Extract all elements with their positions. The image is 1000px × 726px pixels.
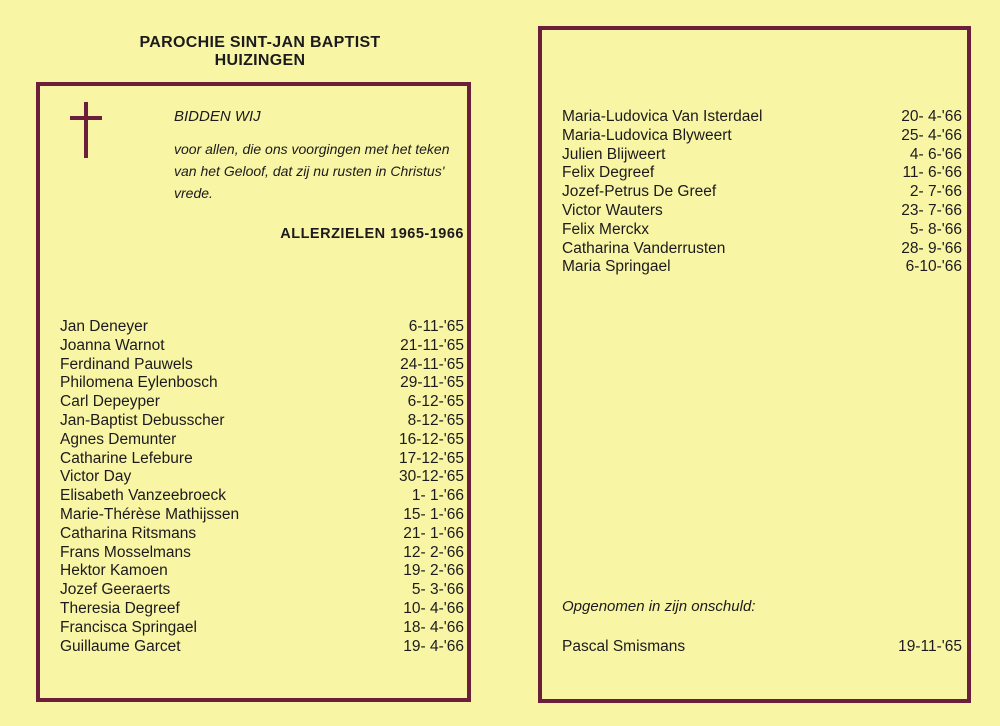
entry-name: Maria-Ludovica Blyweert — [562, 126, 732, 144]
entry-date: 6-11-'65 — [408, 318, 464, 335]
entry-name: Maria Springael — [562, 258, 671, 276]
entry-name: Victor Day — [60, 468, 132, 486]
entry-name: Julien Blijweert — [562, 145, 666, 163]
list-item — [60, 581, 464, 600]
entry-date: 29-11-'65 — [400, 374, 464, 392]
prayer-text: voor allen, die ons voorgingen met het teken van het Geloof, dat zij nu rusten in Christus' vrede. — [174, 141, 450, 201]
entry-date: 19- 2-'66 — [403, 562, 464, 580]
entry-date: 28- 9-'66 — [901, 239, 962, 257]
entry-name: Jan-Baptist Debusscher — [60, 411, 225, 429]
list-item — [60, 412, 464, 431]
list-item — [60, 544, 464, 563]
entry-date: 4- 6-'66 — [909, 145, 962, 163]
entry-date: 21-11-'65 — [400, 336, 464, 354]
list-item — [562, 202, 962, 221]
entry-date: 5- 8-'66 — [909, 220, 962, 238]
list-item — [60, 393, 464, 412]
cross-icon — [70, 102, 102, 158]
entry-date: 6-12-'65 — [407, 393, 464, 411]
entry-name: Felix Merckx — [562, 220, 649, 238]
entry-date: 17-12-'65 — [398, 449, 464, 467]
entry-date: 1- 1-'66 — [411, 487, 464, 505]
list-item — [60, 619, 464, 638]
entry-name: Catharine Lefebure — [60, 449, 193, 467]
entry-name: Agnes Demunter — [60, 430, 177, 448]
list-item — [60, 487, 464, 506]
entry-name: Philomena Eylenbosch — [60, 374, 218, 392]
list-item — [60, 337, 464, 356]
list-item — [562, 164, 962, 183]
entry-name: Carl Depeyper — [60, 393, 160, 411]
entry-date: 10- 4-'66 — [403, 599, 464, 617]
entry-date: 15- 1-'66 — [403, 505, 464, 523]
allerzielen-heading: ALLERZIELEN 1965-1966 — [280, 226, 464, 242]
entry-date: 11- 6-'66 — [902, 164, 962, 182]
innocence-entry — [562, 638, 962, 656]
list-item — [60, 450, 464, 469]
entry-date: 25- 4-'66 — [901, 126, 962, 144]
list-item — [60, 318, 464, 337]
deceased-list-left — [60, 318, 464, 656]
entry-name: Elisabeth Vanzeebroeck — [60, 487, 227, 505]
list-item — [562, 108, 962, 127]
list-item — [562, 221, 962, 240]
entry-name: Francisca Springael — [60, 618, 197, 636]
list-item — [60, 374, 464, 393]
list-item — [562, 183, 962, 202]
prayer-title: BIDDEN WIJ — [174, 108, 261, 125]
entry-date: 23- 7-'66 — [901, 201, 962, 219]
entry-date: 8-12-'65 — [407, 411, 464, 429]
page-header — [60, 34, 460, 70]
entry-name: Frans Mosselmans — [60, 543, 191, 561]
entry-name: Guillaume Garcet — [60, 637, 181, 655]
town-name: HUIZINGEN — [214, 52, 306, 69]
list-item — [562, 258, 962, 277]
deceased-list-right — [562, 108, 962, 277]
entry-name: Joanna Warnot — [60, 336, 165, 354]
entry-name: Theresia Degreef — [60, 599, 180, 617]
innocence-title: Opgenomen in zijn onschuld: — [562, 598, 756, 615]
entry-date: 20- 4-'66 — [901, 108, 962, 125]
list-item — [562, 240, 962, 259]
entry-date: 30-12-'65 — [398, 468, 464, 486]
entry-date: 18- 4-'66 — [403, 618, 464, 636]
entry-name: Jozef Geeraerts — [60, 581, 171, 599]
list-item — [60, 600, 464, 619]
list-item — [60, 638, 464, 657]
left-panel — [36, 82, 471, 702]
entry-date: 16-12-'65 — [398, 430, 464, 448]
entry-date: 5- 3-'66 — [411, 581, 464, 599]
list-item — [60, 431, 464, 450]
list-item — [60, 468, 464, 487]
entry-date: 12- 2-'66 — [403, 543, 464, 561]
entry-name: Victor Wauters — [562, 201, 663, 219]
list-item — [562, 146, 962, 165]
list-item — [60, 356, 464, 375]
entry-name: Jan Deneyer — [60, 318, 148, 335]
entry-date: 19-11-'65 — [898, 638, 962, 655]
entry-name: Jozef-Petrus De Greef — [562, 183, 717, 201]
list-item — [60, 525, 464, 544]
entry-date: 19- 4-'66 — [403, 637, 464, 655]
entry-name: Catharina Vanderrusten — [562, 239, 726, 257]
list-item — [60, 506, 464, 525]
entry-date: 6-10-'66 — [905, 258, 962, 276]
right-panel — [538, 26, 971, 703]
entry-name: Maria-Ludovica Van Isterdael — [562, 108, 763, 125]
parish-name: PAROCHIE SINT-JAN BAPTIST — [139, 34, 381, 51]
entry-name: Felix Degreef — [562, 164, 655, 182]
entry-date: 24-11-'65 — [400, 355, 464, 373]
list-item — [60, 562, 464, 581]
list-item — [562, 127, 962, 146]
entry-name: Catharina Ritsmans — [60, 524, 197, 542]
entry-name: Marie-Thérèse Mathijssen — [60, 505, 240, 523]
entry-name: Hektor Kamoen — [60, 562, 168, 580]
entry-date: 2- 7-'66 — [909, 183, 962, 201]
entry-name: Ferdinand Pauwels — [60, 355, 193, 373]
entry-date: 21- 1-'66 — [403, 524, 464, 542]
entry-name: Pascal Smismans — [562, 638, 686, 655]
